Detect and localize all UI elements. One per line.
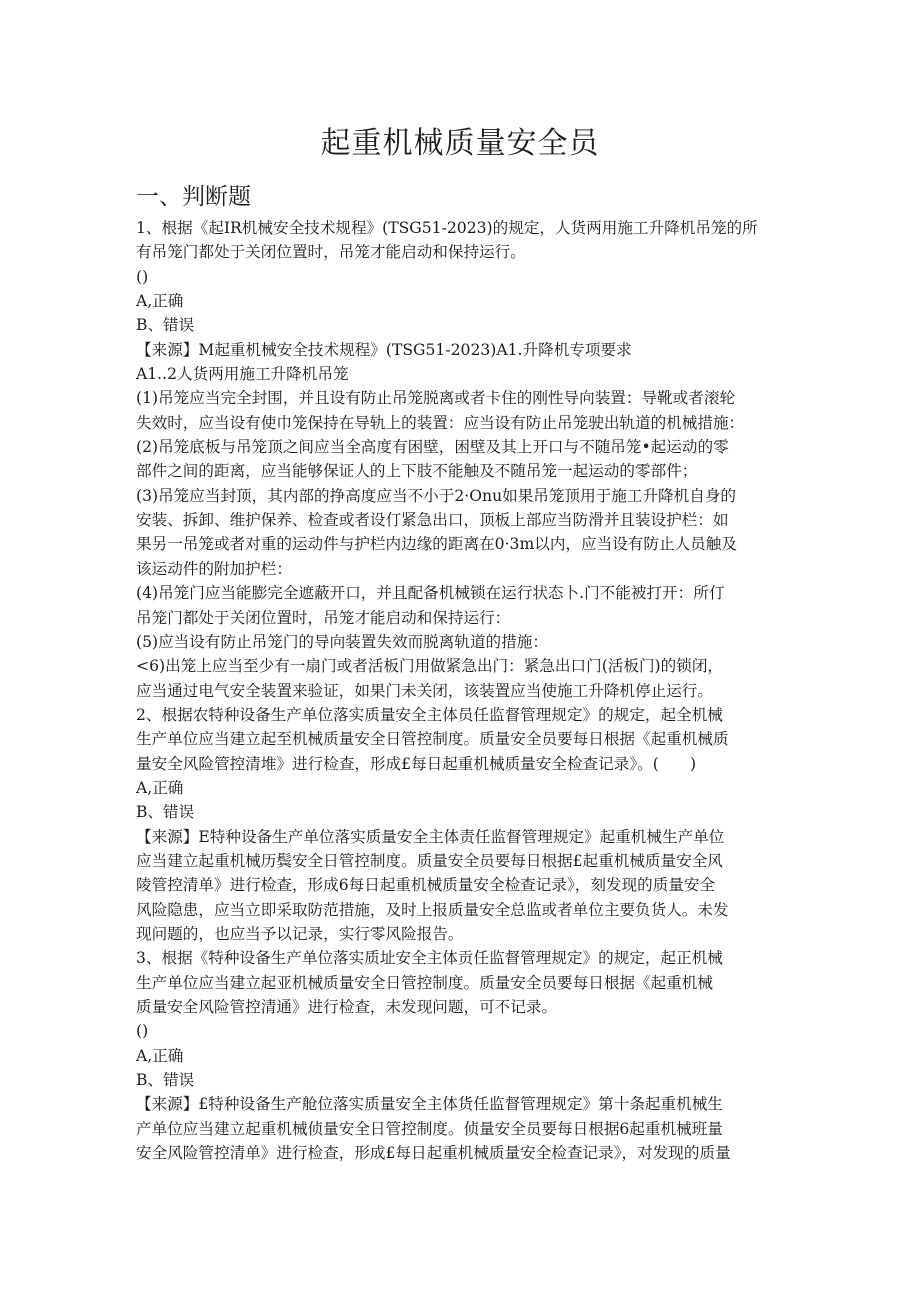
text-line: A,正确 [136,1046,184,1065]
text-line: 生产单位应当建立起至机械质量安全日管控制度。质量安全员要每日根据《起重机械质 [136,730,729,749]
text-line: A,正确 [136,778,184,797]
text-line: 应当通过电气安全装置来验证，如果门未关闭，该装置应当使施工升降机停止运行。 [136,681,713,700]
text-line: (5)应当设有防止吊笼门的导向装置失效而脱离轨道的措施： [136,632,548,651]
text-line: B、错误 [136,316,195,335]
text-line: 【来源】M起重机械安全技术规程》(TSG51-2023)A1.升降机专项要求 [136,340,632,359]
text-line: 部件之间的距离，应当能够保证人的上下肢不能触及不随吊笼一起运动的零部件； [136,462,698,481]
text-line: 有吊笼门都处于关闭位置时，吊笼才能启动和保持运行。 [136,243,526,262]
text-line: () [136,267,149,286]
text-line: (3)吊笼应当封顶，其内部的挣高度应当不小于2·Onu如果吊笼顶用于施工升降机自身的 [136,486,737,505]
text-line: 陵管控清单》进行检查，形成6每日起重机械质量安全检查记录》，刻发现的质量安全 [136,876,716,895]
text-line: 质量安全风险管控清通》进行检查，未发现问题，可不记录。 [136,998,558,1016]
text-line: B、错误 [136,803,195,822]
document-title: 起重机械质量安全员 [320,126,600,161]
text-line: 应当建立起重机械历鬓安全日管控制度。质量安全员要每日根据£起重机械质量安全风 [136,851,723,870]
text-line: 吊笼门都处于关闭位置时，吊笼才能启动和保持运行： [136,608,511,627]
text-line: 生产单位应当建立起亚机械质量安全日管控制度。质量安全员要每日根据《起重机械 [136,973,713,992]
text-line: 安装、拆卸、维护保养、检查或者设仃紧急出口，顶板上部应当防滑并且装设护栏：如 [136,511,729,530]
text-line: 【来源】£特种设备生产舱位落实质量安全主体货任监督管理规定》第十条起重机械生 [136,1095,723,1114]
text-line: 失效时，应当设有使巾笼保持在导轨上的装置：应当设有防止吊笼驶出轨道的机械措施： [136,413,745,432]
text-line: 【来源】E特种设备生产单位落实质量安全主体责任监督管理规定》起重机械生产单位 [136,827,725,846]
text-line: 果另一吊笼或者对重的运动件与护栏内边缘的距离在0·3m以内，应当设有防止人员触及 [136,535,737,554]
text-line: 风险隐患，应当立即采取防范措施，及时上报质量安全总监或者单位主要负货人。未发 [136,900,729,919]
text-line: 安全风险管控清单》进行检查，形成£每日起重机械质量安全检查记录》，对发现的质量 [136,1144,731,1163]
text-line: <6)出笼上应当至少有一扇门或者活板门用做紧急出门：紧急出口门(活板门)的锁闭， [136,657,724,676]
text-line: () [136,1022,149,1041]
text-line: A1..2人货两用施工升降机吊笼 [136,365,349,384]
text-line: 产单位应当建立起重机械侦量安全日管控制度。侦量安全员要每日根据6起重机械班量 [136,1119,723,1138]
text-line: 现问题的，也应当予以记录，实行零风险报告。 [136,924,464,943]
text-line: 1、根据《起IR机械安全技术规程》(TSG51-2023)的规定，人货两用施工升降机吊笼的所 [136,219,758,237]
text-line: (1)吊笼应当完全封围，并且设有防止吊笼脱离或者卡住的刚性导向装置：导靴或者滚轮 [136,389,736,408]
text-line: (2)吊笼底板与吊笼顶之间应当全高度有困壁，困壁及其上开口与不随吊笼•起运动的零 [136,438,729,457]
text-line: 2、根据农特种设备生产单位落实质量安全主体员任监督管理规定》的规定，起全机械 [136,705,723,724]
text-line: 该运动件的附加护栏： [136,559,292,578]
text-line: A,正确 [136,292,184,311]
text-line: 3、根据《特种设备生产单位落实质址安全主体贡任监督管理规定》的规定，起正机械 [136,949,723,968]
text-line: B、错误 [136,1071,195,1090]
section-heading: 一、判断题 [136,184,251,210]
text-line: 量安全风险管控清堆》进行检查，形成£每日起重机械质量安全检查记录》。( ) [136,754,697,773]
document-body [136,216,786,1165]
text-line: (4)吊笼门应当能膨完全遮蔽开口，并且配备机械锁在运行状态卜.门不能被打开：所仃 [136,584,725,603]
